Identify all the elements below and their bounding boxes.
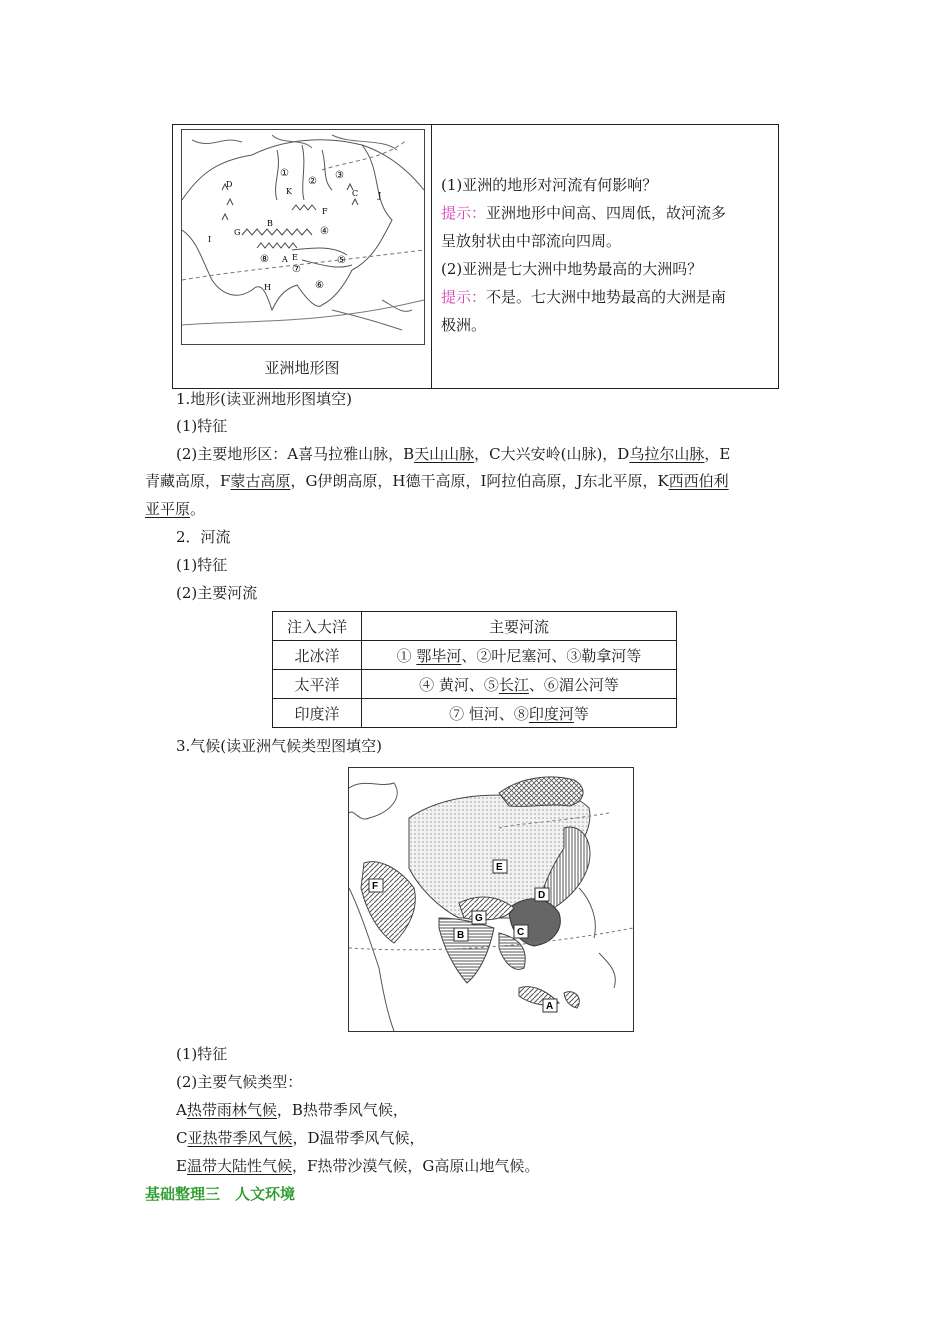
table-row: 太平洋 ④ 黄河、⑤长江、⑥湄公河等 bbox=[273, 670, 677, 699]
answer-2-line-1: 提示：不是。七大洲中地势最高的大洲是南 bbox=[441, 288, 727, 306]
climate-line-2: C亚热带季风气候，D温带季风气候， bbox=[176, 1129, 425, 1147]
terrain-label-G: G bbox=[234, 228, 241, 237]
rivers-table bbox=[272, 611, 677, 728]
climate-feature: (1)特征 bbox=[176, 1045, 228, 1063]
section-title: 基础整理三 人文环境 bbox=[145, 1185, 296, 1203]
terrain-label-1: ① bbox=[280, 168, 289, 179]
terrain-label-F: F bbox=[322, 207, 328, 216]
hint-label: 提示： bbox=[441, 204, 487, 222]
terrain-label-I: I bbox=[208, 235, 212, 244]
table-row: 北冰洋 ① 鄂毕河、②叶尼塞河、③勒拿河等 bbox=[273, 641, 677, 670]
climate-label-F: F bbox=[372, 881, 379, 892]
terrain-label-E: E bbox=[292, 253, 298, 262]
terrain-label-B: B bbox=[267, 219, 273, 228]
terrain-main-line-2: 青藏高原，F蒙古高原，G伊朗高原，H德干高原，I阿拉伯高原，J东北平原，K西西伯利 bbox=[145, 472, 729, 490]
rivers-heading: 2．河流 bbox=[176, 528, 231, 546]
answer-2-line-2: 极洲。 bbox=[441, 316, 487, 334]
question-2: (2)亚洲是七大洲中地势最高的大洲吗？ bbox=[441, 260, 703, 278]
terrain-label-2: ② bbox=[308, 176, 317, 187]
terrain-label-H: H bbox=[264, 283, 271, 292]
climate-label-B: B bbox=[457, 930, 465, 941]
terrain-main-line-1: (2)主要地形区：A喜马拉雅山脉，B天山山脉，C大兴安岭(山脉)，D乌拉尔山脉，E bbox=[176, 445, 731, 463]
terrain-label-J: J bbox=[378, 191, 382, 200]
terrain-label-4: ④ bbox=[320, 226, 329, 237]
terrain-label-D: D bbox=[226, 180, 233, 189]
top-info-box bbox=[172, 124, 779, 389]
answer-1-line-2: 呈放射状由中部流向四周。 bbox=[441, 232, 622, 250]
terrain-feature: (1)特征 bbox=[176, 417, 228, 435]
climate-map-svg bbox=[349, 768, 633, 1031]
answer-1-line-1: 提示：亚洲地形中间高、四周低，故河流多 bbox=[441, 204, 727, 222]
hint-label: 提示： bbox=[441, 288, 487, 306]
rivers-main: (2)主要河流 bbox=[176, 584, 258, 602]
climate-label-C: C bbox=[517, 927, 525, 938]
climate-heading: 3.气候(读亚洲气候类型图填空) bbox=[176, 737, 383, 755]
terrain-label-7: ⑦ bbox=[292, 264, 301, 275]
terrain-label-A: A bbox=[282, 255, 288, 264]
asia-climate-map bbox=[348, 767, 634, 1032]
qa-block bbox=[441, 171, 771, 339]
header-ocean: 注入大洋 bbox=[273, 612, 362, 641]
rivers-feature: (1)特征 bbox=[176, 556, 228, 574]
climate-label-A: A bbox=[546, 1001, 554, 1012]
terrain-label-6: ⑥ bbox=[315, 280, 324, 291]
climate-line-3: E温带大陆性气候，F热带沙漠气候，G高原山地气候。 bbox=[176, 1157, 540, 1175]
terrain-map-svg bbox=[182, 130, 424, 344]
question-1: (1)亚洲的地形对河流有何影响？ bbox=[441, 176, 658, 194]
header-rivers: 主要河流 bbox=[362, 612, 677, 641]
climate-label-G: G bbox=[475, 913, 483, 924]
climate-line-1: A热带雨林气候，B热带季风气候， bbox=[176, 1101, 408, 1119]
terrain-heading: 1.地形(读亚洲地形图填空) bbox=[176, 390, 353, 408]
terrain-label-5: ⑤ bbox=[337, 255, 346, 266]
climate-main: (2)主要气候类型： bbox=[176, 1073, 303, 1091]
terrain-main-line-3: 亚平原。 bbox=[145, 500, 206, 518]
climate-label-E: E bbox=[496, 862, 503, 873]
asia-terrain-map bbox=[181, 129, 425, 345]
terrain-label-K: K bbox=[286, 187, 292, 196]
box-divider bbox=[431, 125, 432, 388]
terrain-label-8: ⑧ bbox=[260, 254, 269, 265]
table-header-row bbox=[273, 612, 677, 641]
climate-label-D: D bbox=[538, 890, 546, 901]
map-caption: 亚洲地形图 bbox=[264, 359, 340, 377]
terrain-label-3: ③ bbox=[335, 170, 344, 181]
terrain-label-C: C bbox=[352, 189, 359, 198]
table-row: 印度洋 ⑦ 恒河、⑧印度河等 bbox=[273, 699, 677, 728]
